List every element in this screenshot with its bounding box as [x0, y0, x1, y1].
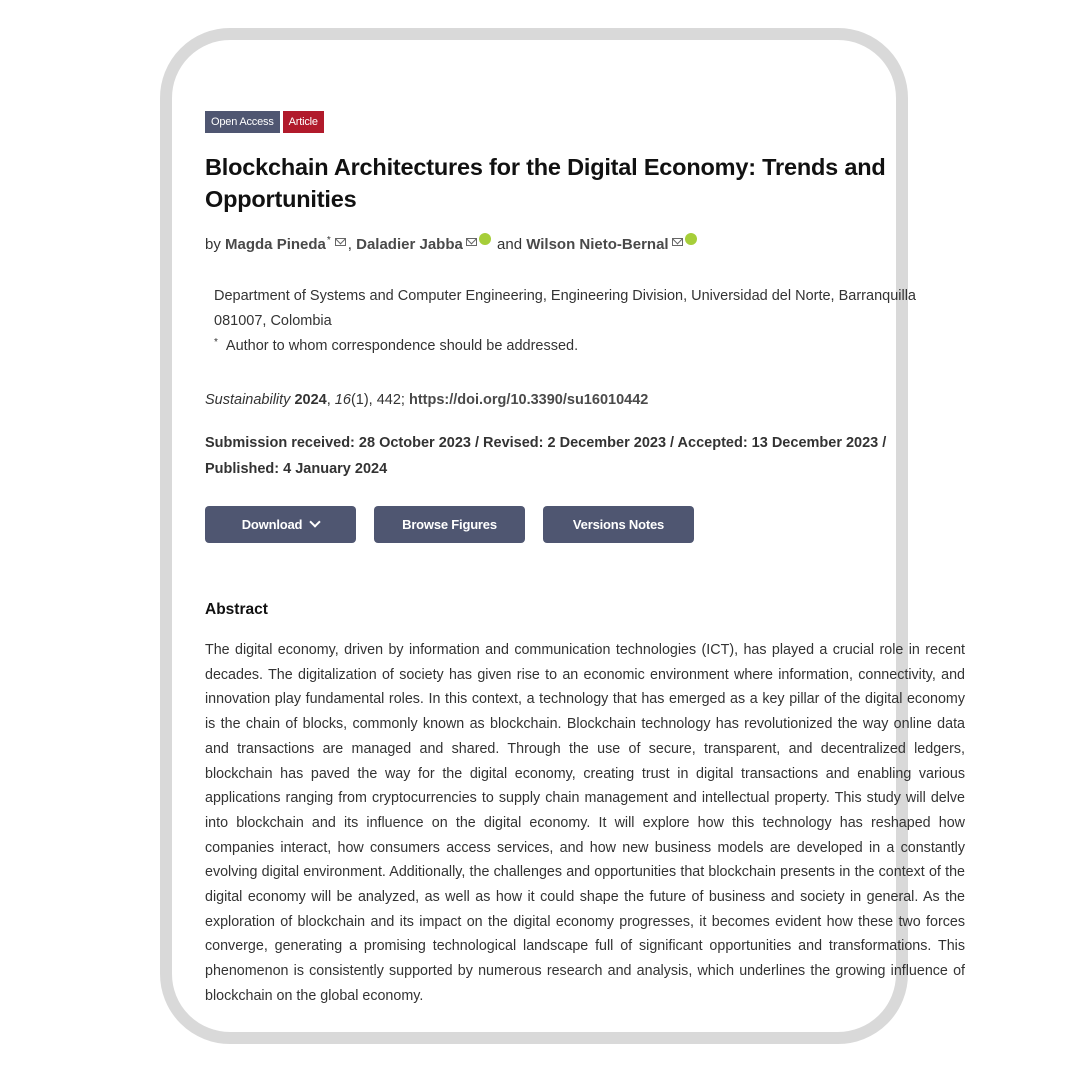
abstract-heading: Abstract	[205, 601, 268, 618]
journal-name[interactable]: Sustainability	[205, 392, 291, 408]
download-label: Download	[241, 517, 303, 532]
email-icon[interactable]	[335, 238, 346, 246]
correspondence-note	[214, 334, 964, 360]
author-link-nieto-bernal[interactable]: Wilson Nieto-Bernal	[526, 236, 669, 253]
page-title: Blockchain Architectures for the Digital Economy: Trends and Opportunities	[205, 154, 886, 212]
authors-separator: ,	[347, 236, 357, 253]
open-access-badge[interactable]: Open Access	[205, 111, 280, 133]
citation-year: 2024	[294, 392, 327, 408]
browse-figures-button[interactable]: Browse Figures	[374, 506, 525, 543]
author-link-jabba[interactable]: Daladier Jabba	[356, 236, 463, 253]
abstract-text: The digital economy, driven by information and communication technologies (ICT), has played a crucial role in recent decades. The digitalization of society has given rise to an economic environment where information, connectivity, and innovation play fundamental roles. In this context, a technology that has emerged as a key pillar of the digital economy is the chain of blocks, commonly known as blockchain. Blockchain technology has revolutionized the way online data and transactions are managed and shared. Through the use of secure, transparent, and decentralized ledgers, blockchain has paved the way for the digital economy, creating trust in digital transactions and enabling various applications ranging from cryptocurrencies to supply chain management and intellectual property. This study will delve into blockchain and its influence on the digital economy. It will explore how this technology has reshaped how companies interact, how consumers access services, and how new business models are developed in a constantly evolving digital environment. Additionally, the challenges and opportunities that blockchain presents in the context of the digital economy will be analyzed, as well as how it could shape the future of business and society in general. As the exploration of blockchain and its impact on the digital economy progresses, it becomes evident how these two forces converge, generating a promising technological landscape full of significant opportunities and transformations. This phenomenon is consistently supported by numerous research and analysis, which underlines the growing influence of blockchain on the global economy.	[205, 642, 965, 1004]
published-date: Published: 4 January 2024	[205, 461, 388, 477]
author-list	[205, 236, 699, 253]
citation-issue-pages: (1), 442;	[350, 392, 409, 408]
affiliations	[214, 284, 964, 360]
authors-separator: and	[492, 236, 527, 253]
citation-volume: 16	[334, 392, 351, 408]
download-button[interactable]	[205, 506, 356, 543]
email-icon[interactable]	[466, 238, 477, 246]
screenshot-frame	[160, 28, 965, 1044]
citation-line: Sustainability 2024, 16(1), 442; https://doi.org/10.3390/su16010442	[205, 392, 649, 408]
corresponding-author-mark: *	[326, 235, 331, 246]
orcid-icon[interactable]	[685, 233, 697, 245]
correspondence-text: Author to whom correspondence should be addressed.	[225, 338, 579, 354]
versions-notes-button[interactable]: Versions Notes	[543, 506, 694, 543]
publication-history	[205, 430, 965, 482]
article-badges	[205, 111, 324, 133]
author-link-pineda[interactable]: Magda Pineda	[225, 236, 326, 253]
affiliation-text: Department of Systems and Computer Engineering, Engineering Division, Universidad del Norte, Barranquilla 081007, Colombia	[214, 288, 916, 329]
correspondence-mark: *	[214, 337, 218, 348]
article-viewport	[205, 40, 965, 1032]
orcid-icon[interactable]	[479, 233, 491, 245]
dates-line: Submission received: 28 October 2023 / Revised: 2 December 2023 / Accepted: 13 December 2023 /	[205, 435, 887, 451]
article-actions	[205, 506, 694, 543]
authors-prefix: by	[205, 236, 226, 253]
chevron-down-icon	[310, 516, 321, 527]
email-icon[interactable]	[672, 238, 683, 246]
article-type-badge: Article	[283, 111, 324, 133]
doi-link[interactable]: https://doi.org/10.3390/su16010442	[408, 392, 649, 408]
